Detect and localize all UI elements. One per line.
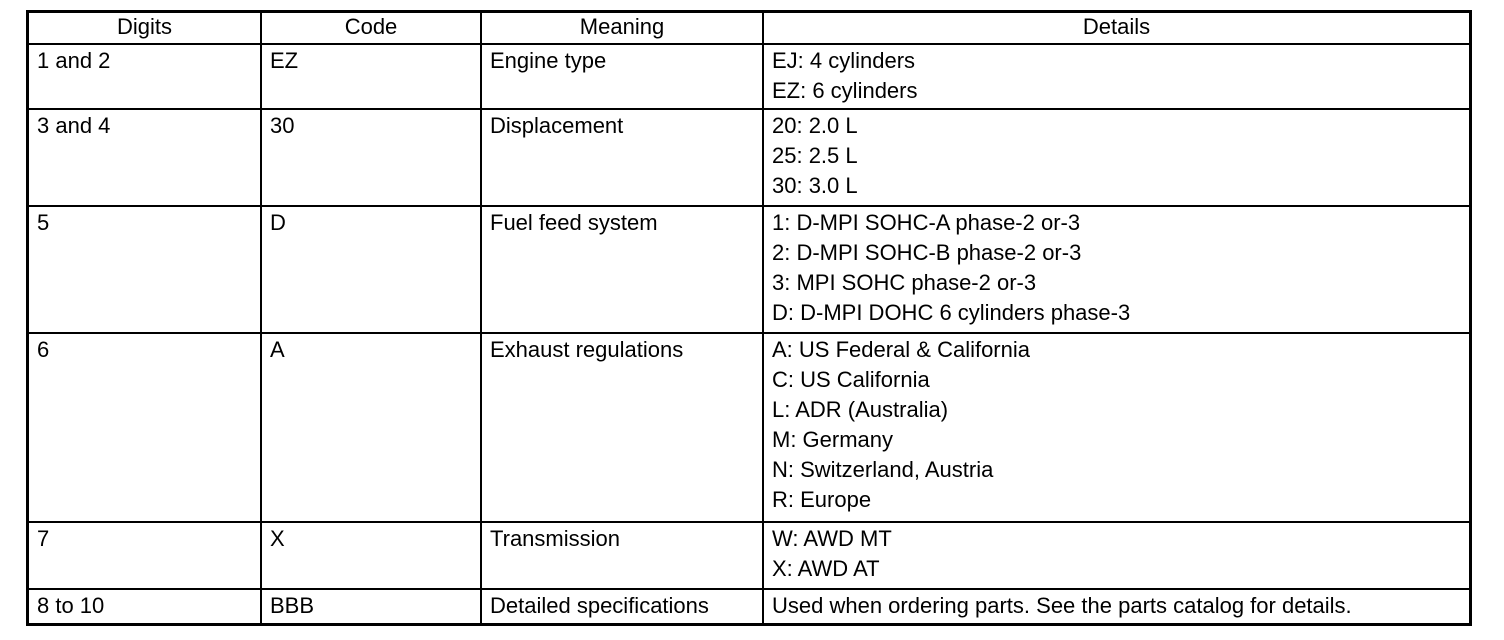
code-cell: A	[261, 333, 481, 521]
table-row	[29, 206, 1469, 334]
detail-line: 25: 2.5 L	[772, 142, 858, 168]
detail-line: 20: 2.0 L	[772, 112, 858, 138]
detail-line: EZ: 6 cylinders	[772, 78, 918, 103]
meaning-cell: Transmission	[481, 522, 763, 589]
detail-line: M: Germany	[772, 427, 894, 453]
header-code: Code	[261, 13, 481, 44]
meaning-cell: Displacement	[481, 109, 763, 206]
code-cell: 30	[261, 109, 481, 206]
code-cell: BBB	[261, 589, 481, 623]
digits-cell: 1 and 2	[29, 44, 261, 109]
detail-line: D: D-MPI DOHC 6 cylinders phase-3	[772, 299, 1131, 325]
digits-cell: 5	[29, 206, 261, 334]
detail-line: R: Europe	[772, 487, 872, 513]
engine-code-table	[29, 13, 1469, 623]
detail-line: 3: MPI SOHC phase-2 or-3	[772, 269, 1037, 295]
table-header-row	[29, 13, 1469, 44]
details-cell	[763, 109, 1469, 206]
code-cell: X	[261, 522, 481, 589]
digits-cell: 3 and 4	[29, 109, 261, 206]
detail-line: Used when ordering parts. See the parts catalog for details.	[772, 592, 1352, 618]
header-details: Details	[763, 13, 1469, 44]
meaning-cell: Fuel feed system	[481, 206, 763, 334]
details-cell	[763, 522, 1469, 589]
details-cell	[763, 206, 1469, 334]
detail-line: C: US California	[772, 367, 930, 393]
meaning-cell: Detailed specifications	[481, 589, 763, 623]
engine-code-table-frame	[26, 10, 1472, 626]
detail-line: 2: D-MPI SOHC-B phase-2 or-3	[772, 239, 1082, 265]
detail-line: N: Switzerland, Austria	[772, 457, 994, 483]
meaning-cell: Engine type	[481, 44, 763, 109]
header-meaning: Meaning	[481, 13, 763, 44]
detail-line: X: AWD AT	[772, 555, 880, 581]
details-cell	[763, 333, 1469, 521]
detail-line: 30: 3.0 L	[772, 172, 858, 198]
details-cell	[763, 589, 1469, 623]
digits-cell: 7	[29, 522, 261, 589]
table-row	[29, 522, 1469, 589]
code-cell: D	[261, 206, 481, 334]
table-row	[29, 44, 1469, 109]
table-row	[29, 109, 1469, 206]
detail-line: A: US Federal & California	[772, 337, 1030, 363]
meaning-cell: Exhaust regulations	[481, 333, 763, 521]
detail-line: 1: D-MPI SOHC-A phase-2 or-3	[772, 209, 1081, 235]
table-row	[29, 333, 1469, 521]
detail-line: W: AWD MT	[772, 525, 892, 551]
code-cell: EZ	[261, 44, 481, 109]
table-row	[29, 589, 1469, 623]
details-cell	[763, 44, 1469, 109]
digits-cell: 8 to 10	[29, 589, 261, 623]
detail-line: EJ: 4 cylinders	[772, 48, 916, 73]
header-digits: Digits	[29, 13, 261, 44]
digits-cell: 6	[29, 333, 261, 521]
detail-line: L: ADR (Australia)	[772, 397, 949, 423]
